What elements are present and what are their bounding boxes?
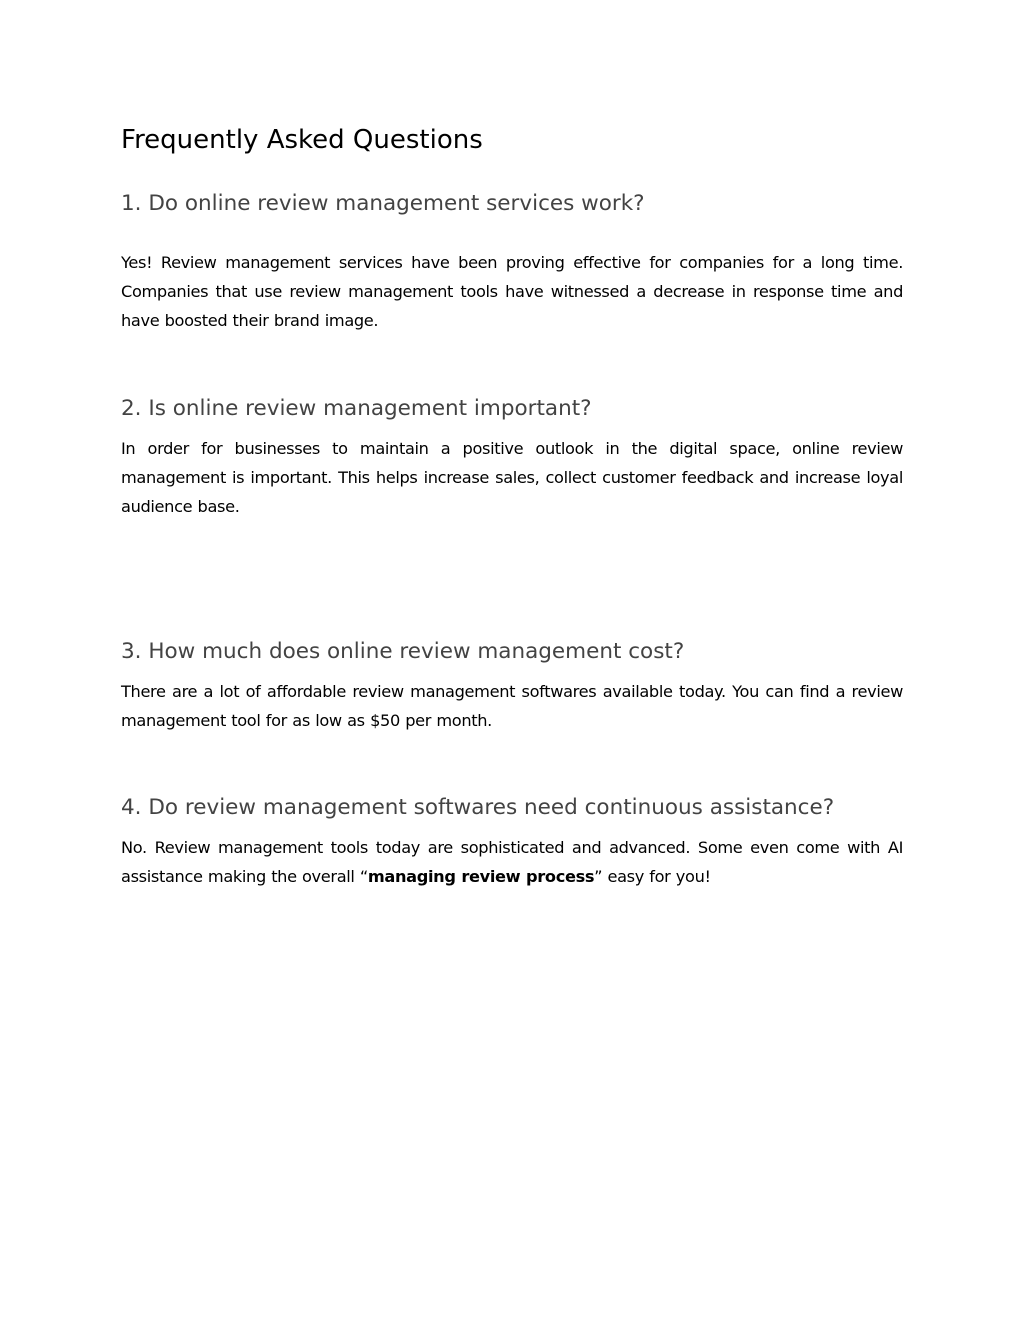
faq-item bbox=[121, 637, 903, 735]
faq-answer: There are a lot of affordable review management softwares available today. You can find a review management tool for as low as $50 per month. bbox=[121, 682, 903, 730]
faq-answer-emphasis: managing review process bbox=[367, 867, 595, 886]
page-title: Frequently Asked Questions bbox=[121, 125, 483, 155]
faq-answer bbox=[121, 833, 903, 891]
faq-answer: Yes! Review management services have been proving effective for companies for a long time. Companies that use review management tools have witnessed a decrease in response time and have boosted their brand image. bbox=[121, 253, 903, 330]
faq-question: 3. How much does online review management cost? bbox=[121, 639, 685, 664]
faq-answer-text: No. Review management tools today are sophisticated and advanced. Some even come with AI assistance making the overall “ bbox=[121, 838, 903, 886]
faq-item bbox=[121, 394, 903, 521]
faq-question: 2. Is online review management important? bbox=[121, 396, 592, 421]
faq-question: 4. Do review management softwares need continuous assistance? bbox=[121, 795, 835, 820]
faq-item bbox=[121, 189, 903, 335]
faq-answer: In order for businesses to maintain a positive outlook in the digital space, online review management is important. This helps increase sales, collect customer feedback and increase loyal audience base. bbox=[121, 439, 903, 516]
faq-item bbox=[121, 793, 903, 891]
faq-answer-text-end: ” easy for you! bbox=[594, 867, 711, 886]
faq-question: 1. Do online review management services work? bbox=[121, 191, 645, 216]
